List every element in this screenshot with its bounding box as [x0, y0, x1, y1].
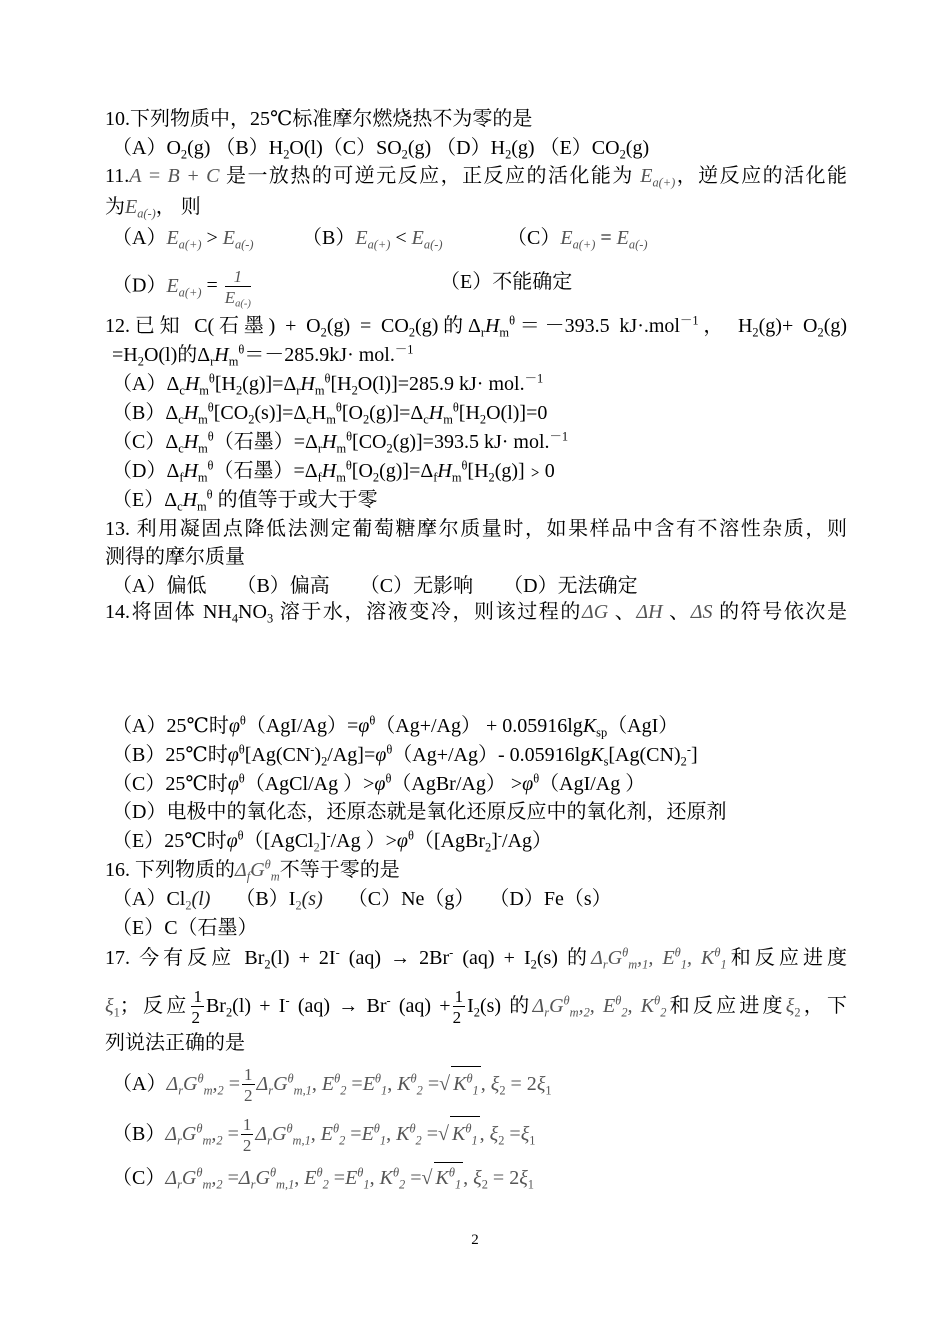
- q15-option-a: （A）25℃时$\varphi^\theta(AgI/Ag)=\varphi^\theta(Ag+/Ag) + 0.05916\lg K_{sp}(AgI)$: [112, 713, 679, 740]
- q16-option-e: （E）C（石墨）: [112, 917, 258, 939]
- q11-option-c: $(C)E_{a(+)} = E_{a(-)}$: [507, 227, 648, 252]
- q12-stem: 12.已知 C(石墨) + $O_2(g) = CO_2(g)$的$\Delta_rH_m^\theta=-393.5$ kJ·.mol$^{-1}$， $H_2(g)+ O_2(g)$: [105, 313, 848, 340]
- q17-half-fraction: $\frac{1}{2}$: [191, 987, 202, 1028]
- q17-half-fraction-2: $\frac{1}{2}$: [452, 987, 464, 1028]
- page-number: 2: [471, 1232, 479, 1248]
- q15-option-c: （C）25℃时$\varphi^\theta(AgCl/Ag$ ）$>\varphi^\theta(AgBr/Ag) >\varphi^\theta(AgI/Ag$ ）: [112, 771, 646, 795]
- q11-option-b: $(B)E_{a(+)} < E_{a(-)}$: [302, 227, 443, 252]
- q16-options: $(A)Cl_2(l)$ $(B)I_2(s)$ （C）Ne（g） （D）Fe（s）: [112, 888, 612, 913]
- q12-stem-line2: $=H_2O(l)$的$\Delta_rH_m^\theta=-285.9kJ\cdot mol.^{-1}$: [112, 342, 414, 369]
- q10-stem: 10.下列物质中，25℃标准摩尔燃烧热不为零的是: [105, 108, 533, 130]
- q13-stem: 13. 利用凝固点降低法测定葡萄糖摩尔质量时，如果样品中含有不溶性杂质，则: [105, 518, 847, 540]
- q12-option-c: $(C)\Delta_cH_m^\theta$（石墨）$=\Delta_rH_m^\theta[CO_2(g)]=393.5$ kJ· mol.$^{-1}$: [112, 429, 569, 456]
- q11-stem-line2: 为$E_{a(-)}$， 则: [105, 196, 201, 221]
- q12-option-a: $(A)\Delta_cH_m^\theta[H_2(g)]=\Delta_rH_m^\theta[H_2O(l)]=285.9$ kJ· mol.$^{-1}$: [112, 371, 544, 398]
- q16-stem: 16. 下列物质的$\Delta_fG^\theta_m$不等于零的是: [105, 857, 400, 884]
- q13-options: （A）偏低 （B）偏高 （C）无影响 （D）无法确定: [112, 575, 638, 597]
- q17-option-b: $(B)\Delta_rG^\theta_m,_2$ = $\frac{1}{2}$ $\Delta_rG^\theta_{m,1}$, $E^\theta_2 =E^\theta_1$, $K^\theta_2$ =√ $K^\theta_1$ , $\xi_2 =\xi_1$: [112, 1115, 536, 1156]
- q15-option-e: （E）25℃时$\varphi^\theta([AgCl_2]^-/Ag$ ）$>\varphi^\theta([AgBr_2]^-/Ag)$: [112, 828, 553, 855]
- q17-option-a: $(A)\Delta_rG^\theta_m,_2$ = $\frac{1}{2}$ $\Delta_rG^\theta_{m,1}$, $E^\theta_2 =E^\theta_1$, $K^\theta_2$ =√ $K^\theta_1$ , $\xi_2 = 2\xi_1$: [112, 1065, 552, 1106]
- q11-option-e: （E）不能确定: [440, 271, 573, 293]
- q11-stem: 11.A = B + C 是一放热的可逆元反应，正反应的活化能为 $E_{a(+)}$，逆反应的活化能: [105, 165, 848, 190]
- q17-option-c: $(C)\Delta_rG^\theta_m,_2 =\Delta_rG^\theta_{m,1}$, $E^\theta_2 =E^\theta_1$, $K^\theta_2$ =√ $K^\theta_1$ , $\xi_2 = 2\xi_1$: [112, 1162, 534, 1192]
- q12-option-d: $(D)\Delta_fH_m^\theta$（石墨）$=\Delta_fH_m^\theta[O_2(g)]=\Delta_fH_m^\theta[H_2(g)]﹥0$: [112, 458, 555, 485]
- q12-option-b: $(B)\Delta_cH_m^\theta[CO_2(s)]=\Delta_cH_m^\theta[O_2(g)]=\Delta_cH_m^\theta[H_2O(l)]=0$: [112, 400, 548, 427]
- q12-option-e: $(E)\Delta_cH_m^\theta$ 的值等于或大于零: [112, 487, 378, 514]
- q10-options: $(A)O_2(g)$ $(B)H_2O(l)(C)SO_2(g)$ $(D)H_2(g)$ $(E)CO_2(g)$: [112, 137, 650, 162]
- q13-stem-line2: 测得的摩尔质量: [105, 546, 245, 568]
- q14-stem: 14.将固体 $NH_4NO_3$ 溶于水，溶液变冷，则该过程的ΔG 、ΔH 、ΔS 的符号依次是: [105, 601, 848, 626]
- q17-stem-line2: $\xi_1$；反应 $\frac{1}{2}$ $Br_2(l) + I^-$ (aq) → Br- (aq) + $\frac{1}{2}$ $I_2(s)$ 的$\Delta_rG^\theta_m,_2$, $E^\theta_2$, $K^\theta_2$和反应进度$\xi_2$，下: [105, 987, 848, 1028]
- q17-stem: 17. 今有反应 $Br_2(l) + 2I^-$ (aq) → 2Br- $(aq) + I_2(s)$ 的$\Delta_rG^\theta_m,_1$, $E^\theta_1$, $K^\theta_1$和反应进度: [105, 945, 848, 972]
- q11-option-d: $(D)E_{a(+)}$ = $\frac{1}{E_{a(-)}}$: [112, 267, 251, 310]
- q15-option-b: （B）25℃时$\varphi^\theta[Ag(CN^-)_2/Ag]=\varphi^\theta(Ag+/Ag)-$ $0.05916\lg K_s[Ag(CN)_2^-]$: [112, 742, 698, 769]
- q15-option-d: （D）电极中的氧化态，还原态就是氧化还原反应中的氧化剂，还原剂: [112, 801, 727, 823]
- q17-stem-line3: 列说法正确的是: [105, 1032, 245, 1054]
- q11-option-a: $(A)E_{a(+)} > E_{a(-)}$: [112, 227, 254, 252]
- q11-option-d-fraction: $\frac{1}{E_{a(-)}}$: [224, 267, 251, 310]
